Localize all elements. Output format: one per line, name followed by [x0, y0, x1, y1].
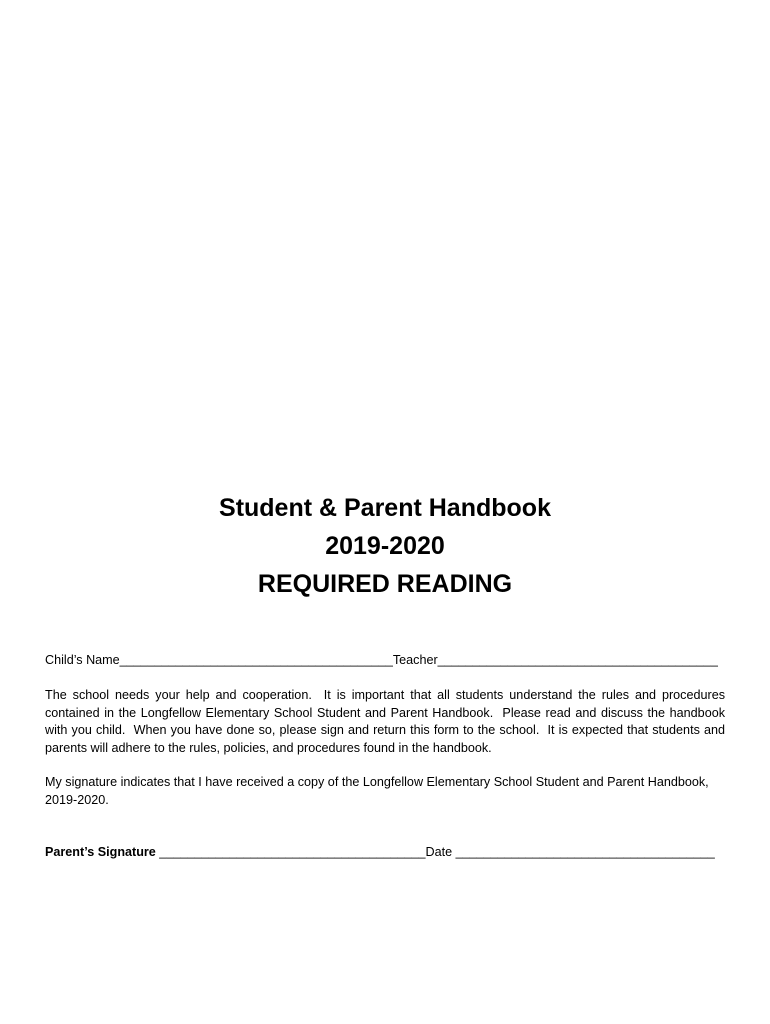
parent-signature-blank: ______________________________________: [155, 845, 426, 859]
signature-fields: [45, 844, 725, 862]
parent-signature-label: Parent’s Signature: [45, 845, 156, 859]
school-year: 2019-2020: [325, 532, 445, 560]
document-title: Student & Parent Handbook: [219, 494, 551, 522]
child-name-blank: _______________________________________: [119, 653, 393, 667]
instructions-paragraph: The school needs your help and cooperation. It is important that all students understand the rules and procedures contained in the Longfellow Elementary School Student and Parent Handbook. Please read and discuss the handbook with you child. When you have done so, please sign and return this form to the school. It is expected that students and parents will adhere to the rules, policies, and procedures found in the handbook.: [45, 688, 729, 755]
child-teacher-fields: [45, 652, 725, 670]
teacher-label: Teacher: [392, 653, 438, 667]
date-blank: _____________________________________: [452, 845, 715, 859]
date-label: Date: [425, 845, 453, 859]
child-name-label: Child’s Name: [45, 653, 120, 667]
title-block: [0, 489, 770, 603]
required-reading-heading: REQUIRED READING: [257, 570, 513, 598]
acknowledgement-paragraph: My signature indicates that I have received a copy of the Longfellow Elementary School Student and Parent Handbook, 2019-2020.: [45, 775, 709, 807]
teacher-blank: ________________________________________: [437, 653, 718, 667]
